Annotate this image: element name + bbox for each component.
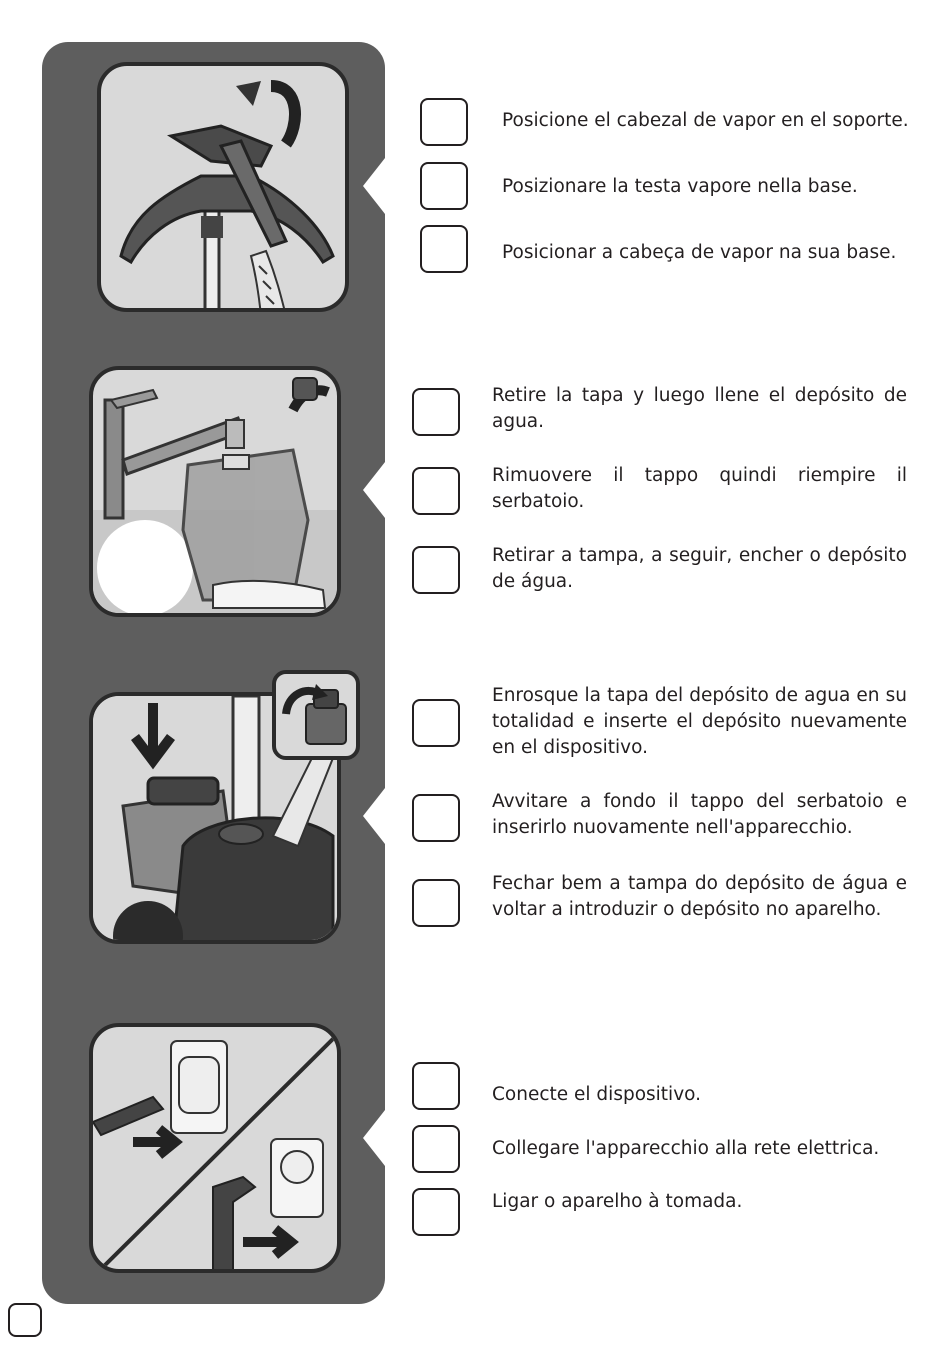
step1-text-es: Posicione el cabezal de vapor en el soporte. — [502, 110, 909, 131]
page-number-box — [8, 1303, 42, 1337]
checkbox-step1-it[interactable] — [420, 162, 468, 210]
step3-text-pt: Fechar bem a tampa do depósito de água e voltar a introduzir o depósito no aparelho. — [492, 873, 907, 920]
cap-rotate-inset — [272, 670, 360, 760]
strip-notch — [363, 1110, 385, 1166]
checkbox-step1-es[interactable] — [420, 98, 468, 146]
checkbox-step3-it[interactable] — [412, 794, 460, 842]
step4-text-it: Collegare l'apparecchio alla rete elettrica. — [492, 1138, 880, 1159]
checkbox-step2-es[interactable] — [412, 388, 460, 436]
step2-text-it: Rimuovere il tappo quindi riempire il serbatoio. — [492, 465, 907, 512]
checkbox-step4-es[interactable] — [412, 1062, 460, 1110]
checkbox-step4-it[interactable] — [412, 1125, 460, 1173]
step3-text-es: Enrosque la tapa del depósito de agua en su totalidad e inserte el depósito nuevamente en el dispositivo. — [492, 685, 907, 758]
step-2-illustration — [89, 366, 341, 617]
strip-notch — [363, 788, 385, 844]
checkbox-step3-pt[interactable] — [412, 879, 460, 927]
step2-text-es: Retire la tapa y luego llene el depósito de agua. — [492, 385, 907, 432]
step-1-illustration — [97, 62, 349, 312]
step2-text-pt: Retirar a tampa, a seguir, encher o depósito de água. — [492, 545, 907, 592]
strip-notch — [363, 462, 385, 518]
strip-notch — [363, 158, 385, 214]
step4-text-es: Conecte el dispositivo. — [492, 1084, 702, 1105]
checkbox-step4-pt[interactable] — [412, 1188, 460, 1236]
step1-text-pt: Posicionar a cabeça de vapor na sua base. — [502, 242, 897, 263]
checkbox-step3-es[interactable] — [412, 699, 460, 747]
checkbox-step1-pt[interactable] — [420, 225, 468, 273]
step1-text-it: Posizionare la testa vapore nella base. — [502, 176, 858, 197]
step-4-illustration — [89, 1023, 341, 1273]
step3-text-it: Avvitare a fondo il tappo del serbatoio e inserirlo nuovamente nell'apparecchio. — [492, 791, 907, 838]
step4-text-pt: Ligar o aparelho à tomada. — [492, 1191, 743, 1212]
checkbox-step2-it[interactable] — [412, 467, 460, 515]
checkbox-step2-pt[interactable] — [412, 546, 460, 594]
